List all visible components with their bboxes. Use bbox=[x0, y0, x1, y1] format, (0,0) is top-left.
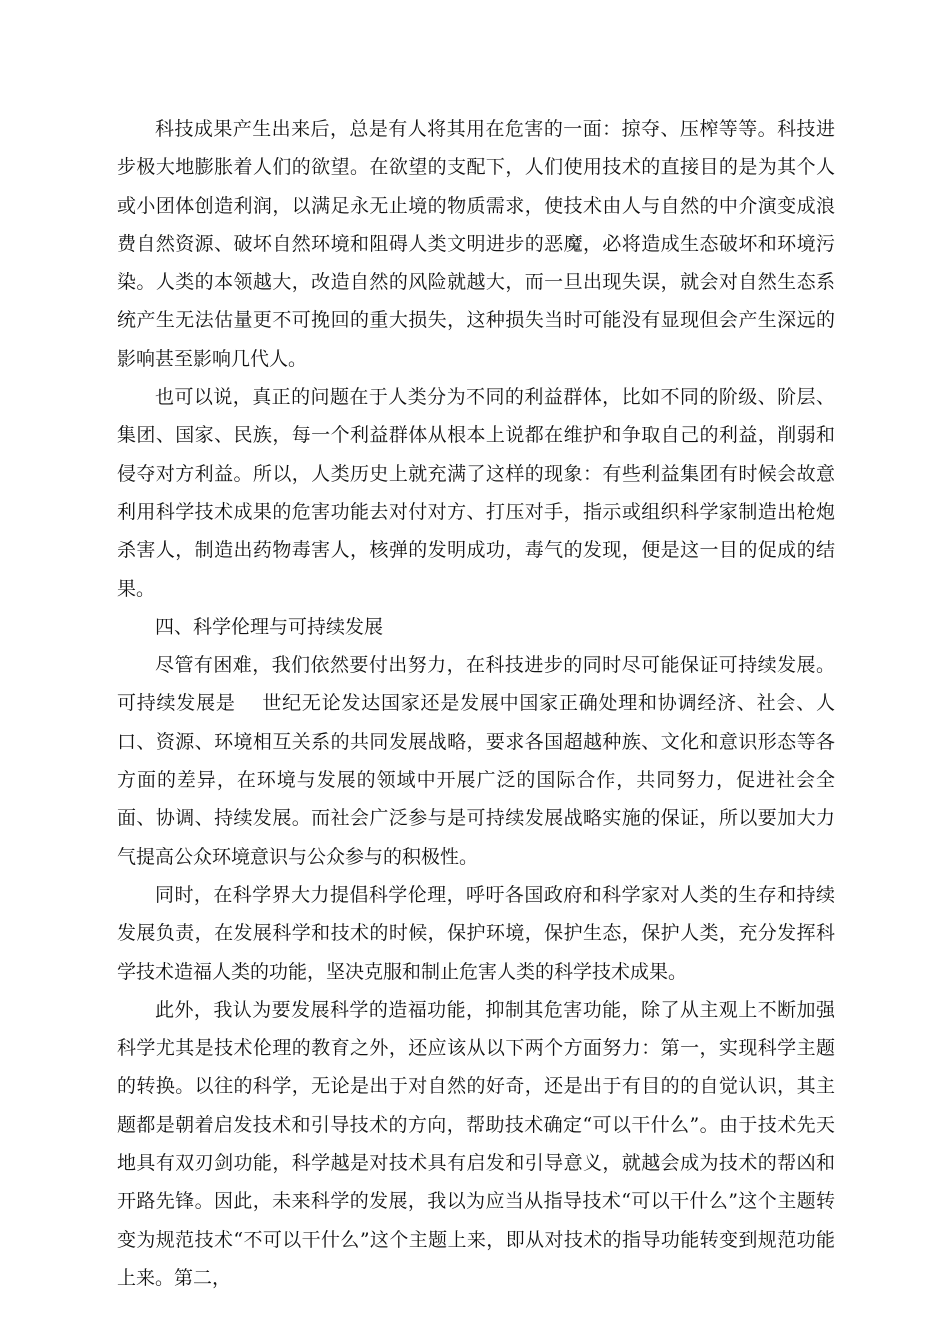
paragraph-science-theme: 此外，我认为要发展科学的造福功能，抑制其危害功能，除了从主观上不断加强科学尤其是技术伦理的教育之外，还应该从以下两个方面努力：第一，实现科学主题的转换。以往的科学，无论是出于对自然的好奇，还是出于有目的的自觉认识，其主题都是朝着启发技术和引导技术的方向，帮助技术确定“可以干什么”。由于技术先天地具有双刃剑功能，科学越是对技术具有启发和引导意义，就越会成为技术的帮凶和开路先锋。因此，未来科学的发展，我以为应当从指导技术“可以干什么”这个主题转变为规范技术“不可以干什么”这个主题上来，即从对技术的指导功能转变到规范功能上来。第二， bbox=[117, 998, 835, 1289]
section-heading: 四、科学伦理与可持续发展 bbox=[155, 615, 384, 638]
paragraph-interest-groups: 也可以说，真正的问题在于人类分为不同的利益群体，比如不同的阶级、阶层、集团、国家、民族，每一个利益群体从根本上说都在维护和争取自己的利益，削弱和侵夺对方利益。所以，人类历史上就充满了这样的现象：有些利益集团有时候会故意利用科学技术成果的危害功能去对付对方、打压对手，指示或组织科学家制造出枪炮杀害人，制造出药物毒害人，核弹的发明成功，毒气的发现，便是这一目的促成的结果。 bbox=[117, 386, 835, 600]
paragraph-tech-harm: 科技成果产生出来后，总是有人将其用在危害的一面：掠夺、压榨等等。科技进步极大地膨胀着人们的欲望。在欲望的支配下，人们使用技术的直接目的是为其个人或小团体创造利润，以满足永无止境的物质需求，使技术由人与自然的中介演变成浪费自然资源、破坏自然环境和阻碍人类文明进步的恶魔，必将造成生态破坏和环境污染。人类的本领越大，改造自然的风险就越大，而一旦出现失误，就会对自然生态系统产生无法估量更不可挽回的重大损失，这种损失当时可能没有显现但会产生深远的影响甚至影响几代人。 bbox=[117, 118, 835, 370]
document-body bbox=[117, 110, 835, 1297]
paragraph-text-part-1: 尽管有困难，我们依然要付出努力，在科技进步的同时尽可能保证可持续发展。可持续发展是 bbox=[117, 654, 835, 715]
paragraph-text-part-2: 世纪无论发达国家还是发展中国家正确处理和协调经济、社会、人口、资源、环境相互关系的共同发展战略，要求各国超越种族、文化和意识形态等各方面的差异，在环境与发展的领域中开展广泛的国际合作，共同努力，促进社会全面、协调、持续发展。而社会广泛参与是可持续发展战略实施的保证，所以要加大力气提高公众环境意识与公众参与的积极性。 bbox=[117, 692, 835, 868]
paragraph-sustainable-development bbox=[117, 646, 835, 876]
paragraph-science-ethics: 同时，在科学界大力提倡科学伦理，呼吁各国政府和科学家对人类的生存和持续发展负责，在发展科学和技术的时候，保护环境，保护生态，保护人类，充分发挥科学技术造福人类的功能，坚决克服和制止危害人类的科学技术成果。 bbox=[117, 883, 835, 983]
